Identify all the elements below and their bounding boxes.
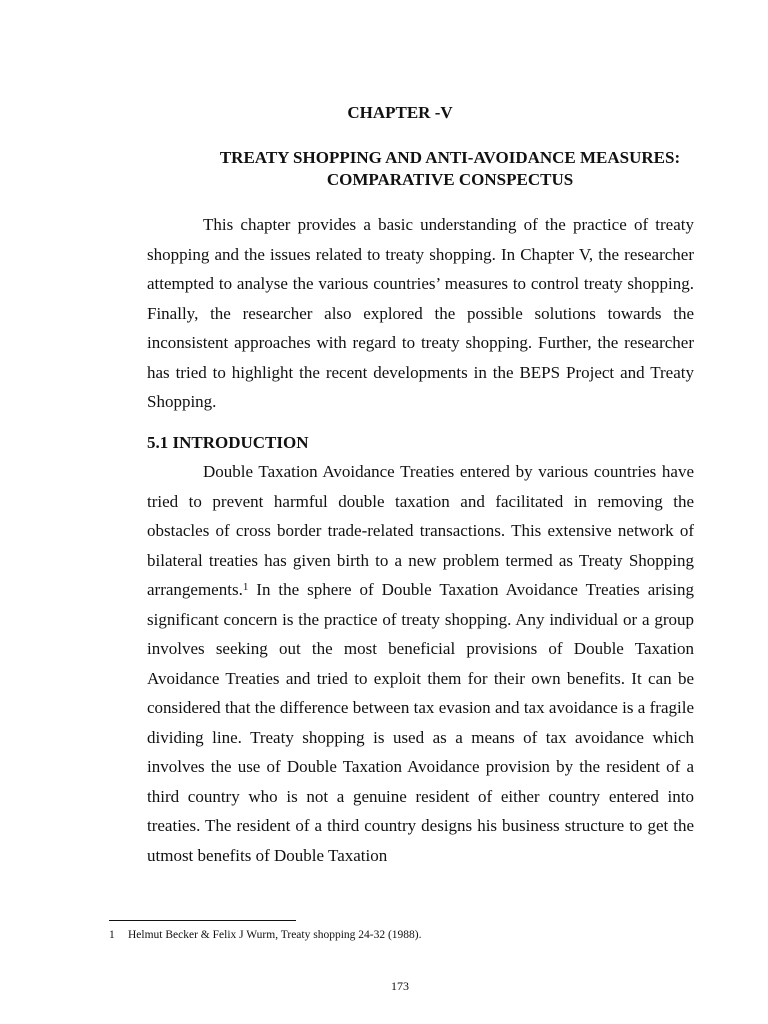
paragraph-text-part-2: In the sphere of Double Taxation Avoidance Treaties arising significant concern is the practice of treaty shopping. Any individual or a group involves seeking out the most beneficial provisions of Double Taxation Avoidance Treaties and tried to exploit them for their own benefits. It can be considered that the difference between tax evasion and tax avoidance is a fragile dividing line. Treaty shopping is used as a means of tax avoidance which involves the use of Double Taxation Avoidance provision by the resident of a third country who is not a genuine resident of either country entered into treaties. The resident of a third country designs his business structure to get the utmost benefits of Double Taxation bbox=[147, 580, 694, 865]
intro-paragraph: This chapter provides a basic understanding of the practice of treaty shopping and the issues related to treaty shopping. In Chapter V, the researcher attempted to analyse the various countries’ measures to control treaty shopping. Finally, the researcher also explored the possible solutions towards the inconsistent approaches with regard to treaty shopping. Further, the researcher has tried to highlight the recent developments in the BEPS Project and Treaty Shopping. bbox=[147, 215, 694, 411]
paragraph-text-part-1: Double Taxation Avoidance Treaties entered by various countries have tried to prevent harmful double taxation and facilitated in removing the obstacles of cross border trade-related transactions. This extensive network of bilateral treaties has given birth to a new problem termed as Treaty Shopping arrangements. bbox=[147, 462, 694, 599]
footnote-text: Helmut Becker & Felix J Wurm, Treaty shopping 24-32 (1988). bbox=[128, 929, 422, 941]
chapter-title bbox=[150, 147, 750, 191]
chapter-title-line-2: COMPARATIVE CONSPECTUS bbox=[326, 170, 574, 189]
footnote-number: 1 bbox=[109, 929, 115, 941]
footnote bbox=[109, 928, 729, 943]
chapter-title-line-1: TREATY SHOPPING AND ANTI-AVOIDANCE MEASURES: bbox=[219, 148, 681, 167]
introduction-paragraph bbox=[147, 457, 694, 870]
footnote-reference[interactable]: 1 bbox=[242, 581, 249, 593]
page-number: 173 bbox=[391, 979, 409, 993]
footnote-divider bbox=[109, 920, 296, 921]
section-heading: 5.1 INTRODUCTION bbox=[147, 433, 309, 452]
chapter-label: CHAPTER -V bbox=[347, 103, 453, 122]
